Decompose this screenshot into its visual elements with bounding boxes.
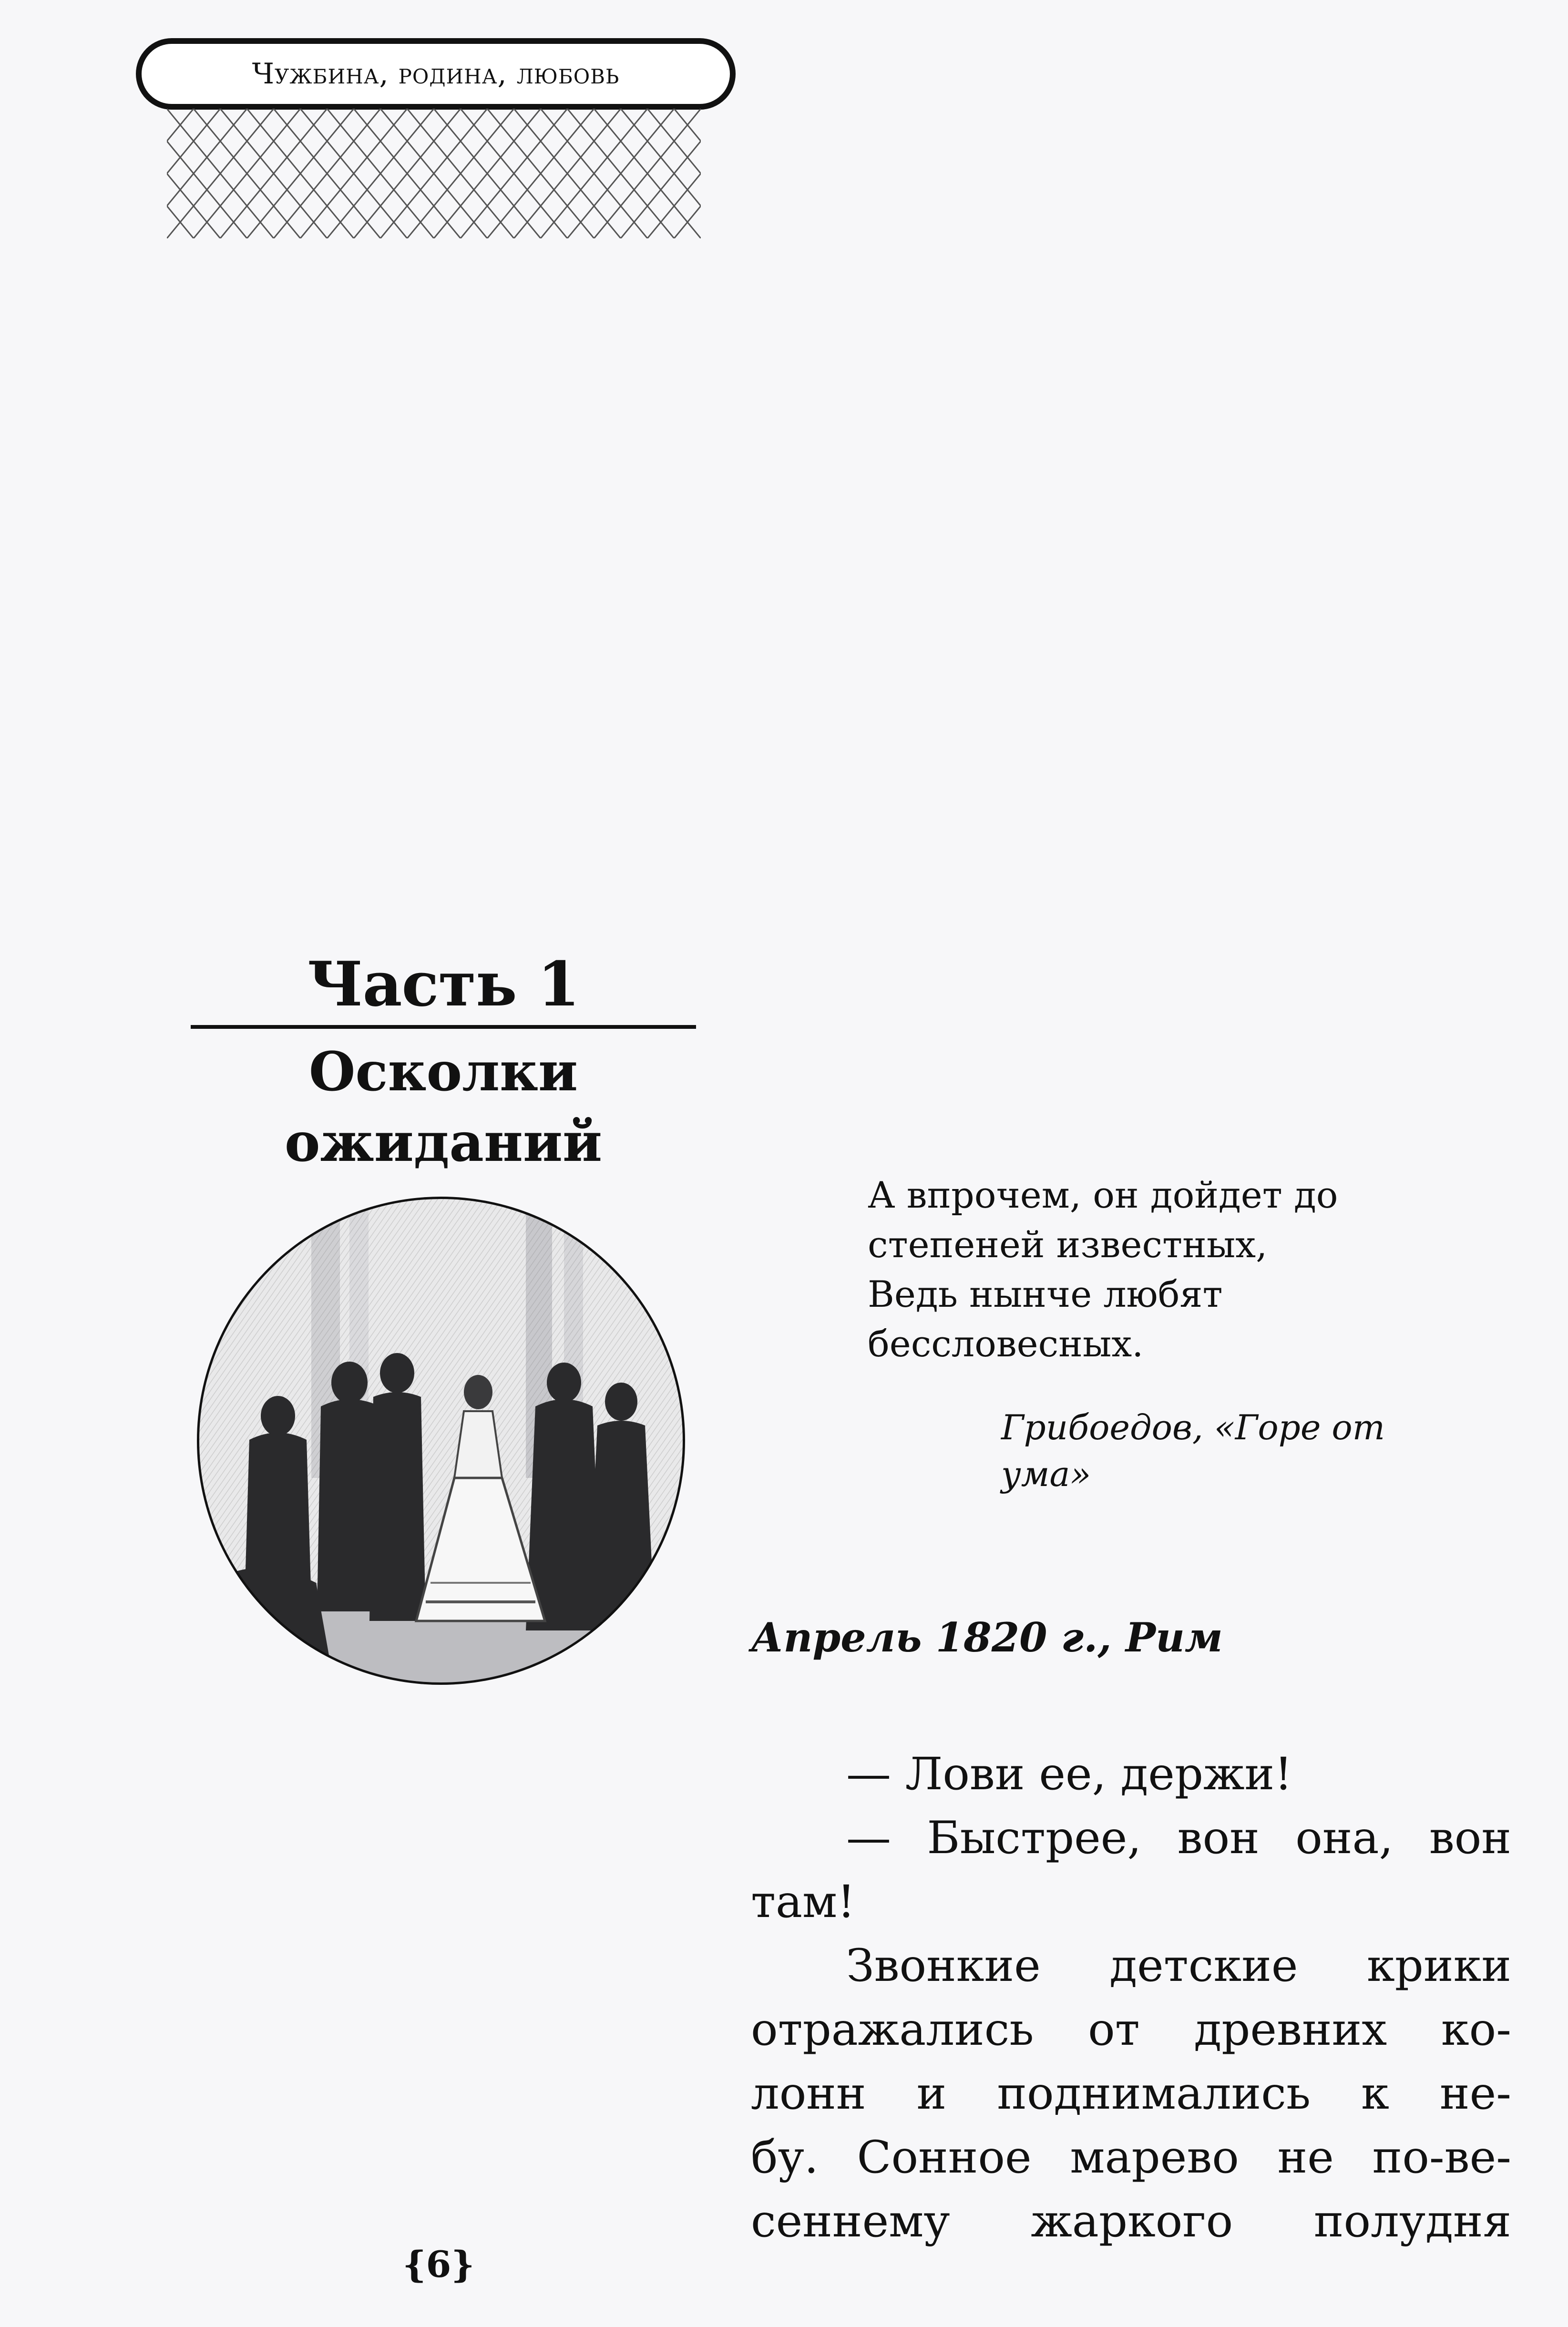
part-title: Часть 1 bbox=[307, 949, 580, 1020]
epigraph-line: Ведь нынче любят bbox=[868, 1273, 1223, 1315]
chapter-title-line-1: Осколки bbox=[308, 1041, 578, 1103]
body-text bbox=[751, 1743, 1511, 2254]
diamond-lattice-ornament bbox=[167, 109, 701, 238]
running-header-title: Чужбина, родина, любовь bbox=[252, 57, 620, 91]
bleed-through-shadow bbox=[334, 305, 362, 400]
epigraph bbox=[868, 1170, 1464, 1369]
title-rule bbox=[191, 1025, 696, 1029]
epigraph-source bbox=[1001, 1404, 1468, 1497]
text-line: Звонкие детские крики bbox=[846, 1940, 1511, 1992]
page-number: {6} bbox=[402, 2243, 475, 2286]
epigraph-line: бессловесных. bbox=[868, 1322, 1144, 1365]
epigraph-source-line-1: Грибоедов, «Горе от bbox=[1001, 1407, 1385, 1447]
dateline: Апрель 1820 г., Рим bbox=[751, 1614, 1223, 1661]
text-line: — Лови ее, держи! bbox=[846, 1748, 1292, 1800]
text-line: лонн и поднимались к не- bbox=[751, 2068, 1511, 2120]
epigraph-line: степеней известных, bbox=[868, 1223, 1268, 1266]
text-line: бу. Сонное марево не по-ве- bbox=[751, 2132, 1511, 2183]
chapter-title bbox=[191, 1037, 696, 1178]
chapter-title-line-2: ожиданий bbox=[284, 1111, 603, 1174]
epigraph-line: А впрочем, он дойдет до bbox=[868, 1174, 1338, 1216]
text-line: там! bbox=[751, 1876, 855, 1928]
text-line: сеннему жаркого полудня bbox=[751, 2195, 1511, 2247]
text-line: — Быстрее, вон она, вон bbox=[846, 1812, 1511, 1864]
engraving-vignette-icon bbox=[192, 1192, 690, 1690]
text-line: отражались от древних ко- bbox=[751, 2004, 1511, 2056]
epigraph-source-line-2: ума» bbox=[1001, 1454, 1091, 1494]
running-header bbox=[136, 38, 736, 110]
